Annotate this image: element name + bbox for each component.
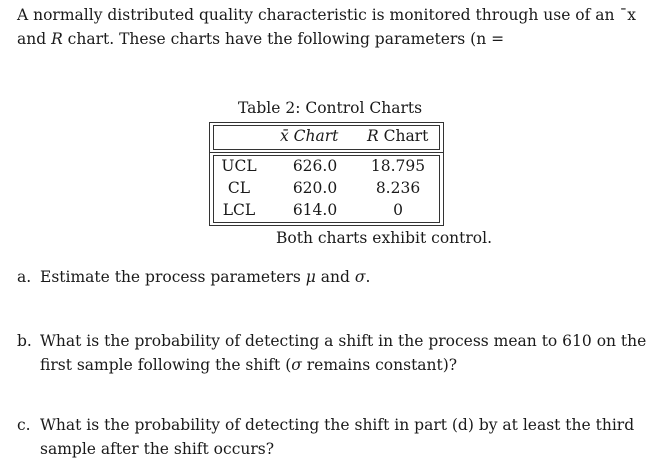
- x-bar-symbol: x̄ Chart: [280, 127, 339, 145]
- question-b-label: b.: [17, 332, 32, 350]
- row-label-cl: CL: [227, 179, 251, 197]
- r-symbol: R: [367, 127, 379, 145]
- cl-x-value: 620.0: [292, 179, 338, 197]
- question-c-label: c.: [17, 416, 31, 434]
- mu-symbol: μ: [305, 268, 316, 286]
- question-a: [17, 265, 370, 289]
- intro-line-2-pre: and: [17, 30, 52, 48]
- intro-line-2-post: chart. These charts have the following parameters (n =: [62, 30, 505, 48]
- ucl-r-value: 18.795: [370, 157, 426, 175]
- question-b-text-2-pre: first sample following the shift (: [40, 356, 292, 374]
- sigma-symbol-b: σ: [291, 356, 302, 374]
- table-header-r-chart: [367, 127, 428, 145]
- question-a-text-mid: and: [315, 268, 355, 286]
- question-a-text-post: .: [365, 268, 371, 286]
- row-label-ucl: UCL: [221, 157, 257, 175]
- row-label-lcl: LCL: [222, 201, 256, 219]
- question-c-line-2: sample after the shift occurs?: [40, 440, 275, 458]
- question-a-text-pre: Estimate the process parameters: [40, 268, 306, 286]
- question-c-text-1: What is the probability of detecting the shift in part (d) by at least the third: [40, 416, 635, 434]
- question-b-text-2-post: remains constant)?: [301, 356, 458, 374]
- cl-r-value: 8.236: [375, 179, 421, 197]
- question-a-label: a.: [17, 268, 32, 286]
- sigma-symbol: σ: [354, 268, 366, 286]
- intro-line-2: [17, 27, 504, 51]
- question-b-text-1: What is the probability of detecting a shift in the process mean to 610 on the: [40, 332, 647, 350]
- control-note: Both charts exhibit control.: [276, 229, 493, 247]
- table-header-x-chart: [280, 127, 338, 145]
- question-b-line-2: [40, 353, 457, 377]
- question-c-line-1: [17, 413, 634, 437]
- ucl-x-value: 626.0: [292, 157, 338, 175]
- intro-line-2-italic: R: [51, 30, 63, 48]
- question-b-line-1: [17, 329, 646, 353]
- r-chart-suffix: Chart: [378, 127, 429, 145]
- lcl-x-value: 614.0: [292, 201, 338, 219]
- intro-line-1: A normally distributed quality characteristic is monitored through use of an ¯x: [17, 6, 636, 24]
- lcl-r-value: 0: [393, 201, 403, 219]
- table-caption: Table 2: Control Charts: [238, 99, 423, 117]
